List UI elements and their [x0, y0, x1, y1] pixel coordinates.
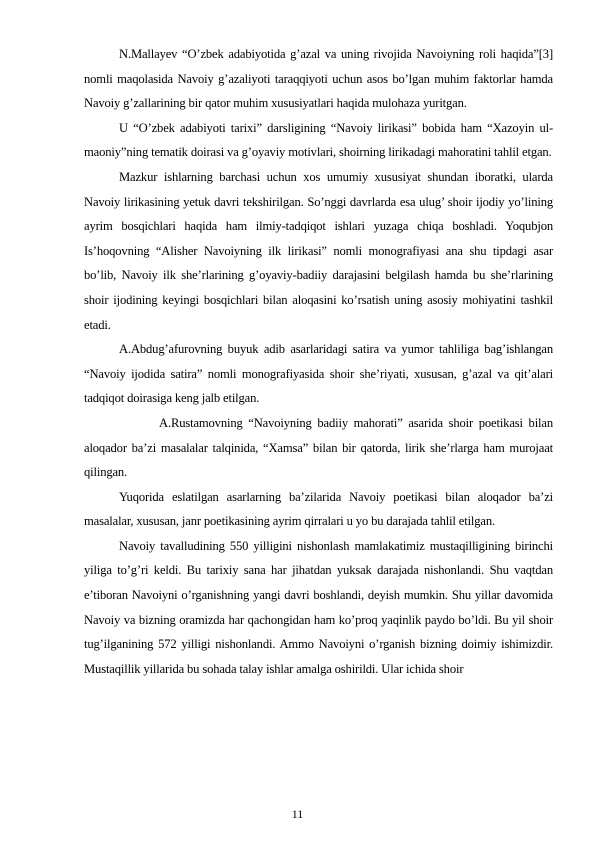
body-text [84, 42, 553, 681]
paragraph-mazkur-ishlar: Mazkur ishlarning barchasi uchun xos umumiy xususiyat shundan iboratki, ularda Navoiy lirikasining yetuk davri tekshirilgan. So’nggi davrlarda esa ulug’ shoir ijodiy yo’lining ayrim bosqichlari haqida ham ilmiy-tadqiqot ishlari yuzaga chiqa boshladi. Yoqubjon Is’hoqovning “Alisher Navoiyning ilk lirikasi” nomli monografiyasi ana shu tipdagi asar bo’lib, Navoiy ilk she’rlarining g’oyaviy-badiiy darajasini belgilash hamda bu she’rlarining shoir ijodining keyingi bosqichlari bilan aloqasini ko’rsatish uning asosiy mohiyatini tashkil etadi. [84, 169, 553, 332]
paragraph-rustamov: A.Rustamovning “Navoiyning badiiy mahorati” asarida shoir poetikasi bilan aloqador ba’zi masalalar talqinida, “Xamsa” bilan bir qatorda, lirik she’rlarga ham murojaat qilingan. [84, 415, 553, 480]
paragraph-abdugafurov: A.Abdug’afurovning buyuk adib asarlaridagi satira va yumor tahliliga bag’ishlangan “Navoiy ijodida satira” nomli monografiyasida shoir she’riyati, xususan, g’azal va qit’alari tadqiqot doirasiga keng jalb etilgan. [84, 342, 553, 406]
page-number: 11 [291, 807, 304, 821]
paragraph-yuqorida: Yuqorida eslatilgan asarlarning ba’zilarida Navoiy poetikasi bilan aloqador ba’zi masalalar, xususan, janr poetikasining ayrim qirralari u yo bu darajada tahlil etilgan. [84, 489, 553, 529]
paragraph-navoiy-550: Navoiy tavalludining 550 yilligini nishonlash mamlakatimiz mustaqilligining birinchi yiliga to’g’ri keldi. Bu tarixiy sana har jihatdan yuksak darajada nishonlandi. Shu vaqtdan e’tiboran Navoiyni o’rganishning yangi davri boshlandi, deyish mumkin. Shu yillar davomida Navoiy va bizning oramizda har qachongidan ham ko’proq yaqinlik paydo bo’ldi. Bu yil shoir tug’ilganining 572 yilligi nishonlandi. Ammo Navoiyni o’rganish bizning doimiy ishimizdir. Mustaqillik yillarida bu sohada talay ishlar amalga oshirildi. Ular ichida shoir [84, 538, 553, 676]
paragraph-mallayev: N.Mallayev “O’zbek adabiyotida g’azal va uning rivojida Navoiyning roli haqida”[3] nomli maqolasida Navoiy g’azaliyoti taraqqiyoti uchun asos bo’lgan muhim faktorlar hamda Navoiy g’zallarining bir qator muhim xususiyatlari haqida mulohaza yuritgan. [84, 47, 553, 111]
paragraph-adabiyot-tarixi: U “O’zbek adabiyoti tarixi” darsligining “Navoiy lirikasi” bobida ham “Xazoyin ul-maoniy”ning tematik doirasi va g’oyaviy motivlari, shoirning lirikadagi mahoratini tahlil etgan. [84, 120, 553, 160]
